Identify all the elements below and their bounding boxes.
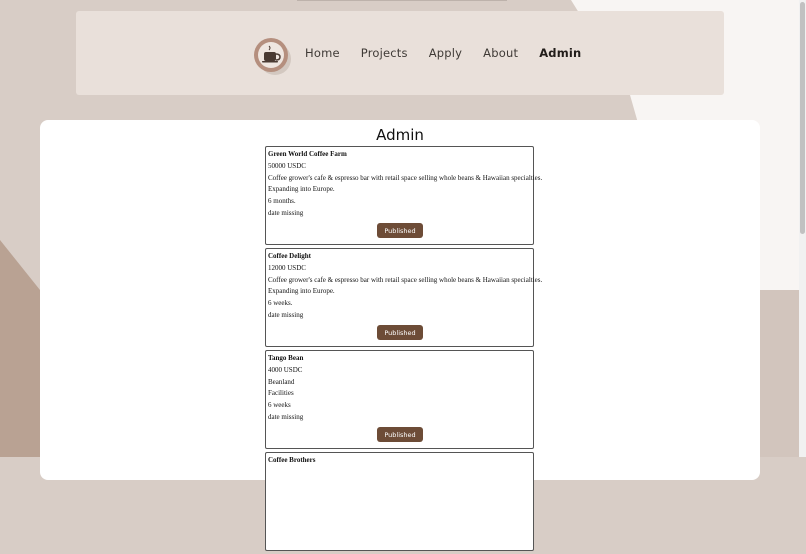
- project-plan: Expanding into Europe.: [268, 287, 335, 295]
- project-card: [265, 248, 543, 347]
- project-name: Green World Coffee Farm: [268, 150, 347, 158]
- project-name: Coffee Delight: [268, 252, 311, 260]
- published-button[interactable]: Published: [377, 427, 423, 442]
- project-description: Coffee grower's cafe & espresso bar with retail space selling whole beans & Hawaiian specialties.: [268, 276, 543, 284]
- nav-about[interactable]: About: [483, 46, 519, 60]
- top-divider: [297, 0, 507, 1]
- project-amount: 4000 USDC: [268, 366, 303, 374]
- project-name: Tango Bean: [268, 354, 304, 362]
- project-plan: Facilities: [268, 389, 294, 397]
- project-amount: 12000 USDC: [268, 264, 306, 272]
- coffee-cup-icon[interactable]: [253, 37, 289, 73]
- main-nav: [305, 11, 602, 95]
- project-card: [265, 146, 543, 245]
- nav-admin[interactable]: Admin: [539, 46, 582, 60]
- project-card: [265, 350, 534, 449]
- published-button[interactable]: Published: [377, 325, 423, 340]
- project-description: Coffee grower's cafe & espresso bar with retail space selling whole beans & Hawaiian specialties.: [268, 174, 543, 182]
- project-amount: 50000 USDC: [268, 162, 306, 170]
- scrollbar[interactable]: [799, 0, 806, 457]
- project-description: Beanland: [268, 378, 295, 386]
- page-title: Admin: [376, 126, 424, 144]
- project-duration: 6 weeks: [268, 401, 291, 409]
- project-card: [265, 452, 534, 551]
- published-button[interactable]: Published: [377, 223, 423, 238]
- site-header: [76, 11, 724, 95]
- project-list: [265, 146, 543, 554]
- project-duration: 6 months.: [268, 197, 296, 205]
- project-date: date missing: [268, 413, 304, 421]
- project-date: date missing: [268, 209, 304, 217]
- project-duration: 6 weeks.: [268, 299, 293, 307]
- scrollbar-thumb[interactable]: [800, 2, 805, 234]
- project-plan: Expanding into Europe.: [268, 185, 335, 193]
- project-date: date missing: [268, 311, 304, 319]
- admin-panel: [40, 120, 760, 480]
- nav-projects[interactable]: Projects: [360, 46, 408, 60]
- nav-home[interactable]: Home: [305, 46, 340, 60]
- nav-apply[interactable]: Apply: [428, 46, 463, 60]
- project-name: Coffee Brothers: [268, 456, 316, 464]
